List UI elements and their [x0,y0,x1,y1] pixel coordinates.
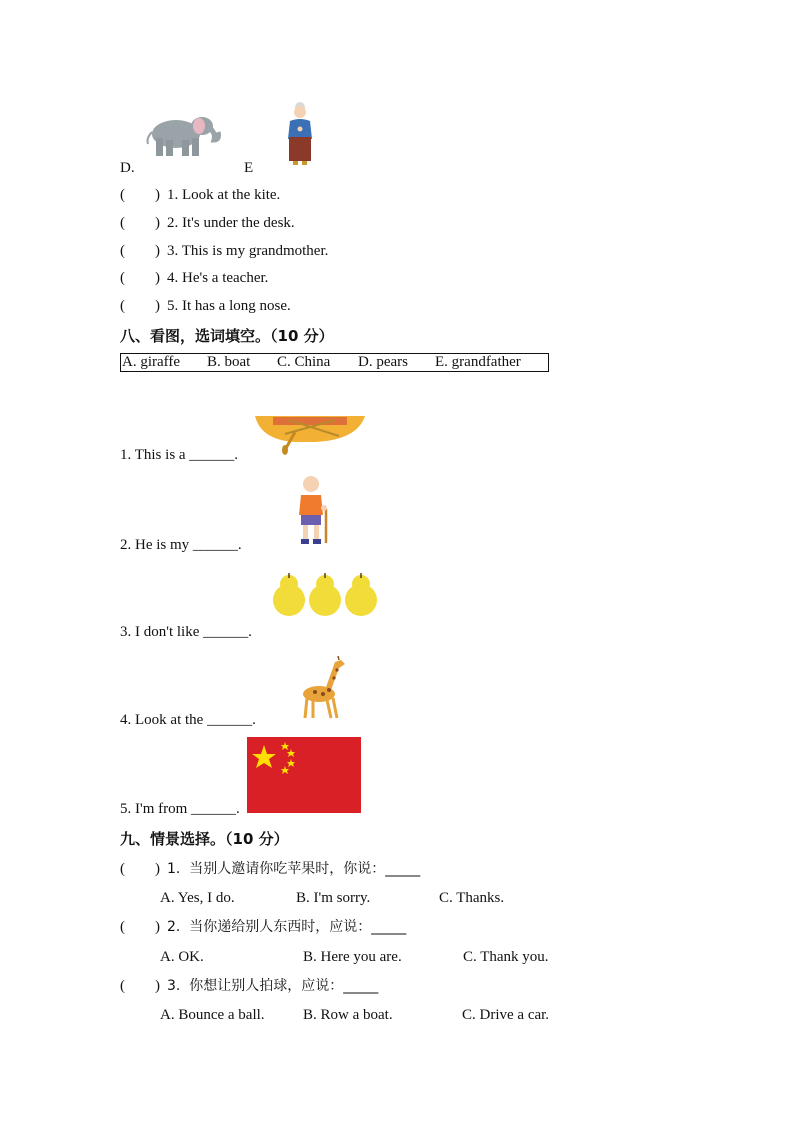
picture-label-e: E [244,160,254,176]
word-option: E. grandfather [435,354,521,370]
word-option: D. pears [358,354,408,370]
section-9-heading: 九、情景选择。（10 分） [120,830,289,848]
word-option: A. giraffe [122,354,181,370]
grandfather-icon [296,475,332,545]
question-text: 3. 你想让别人拍球，应说：_____ [167,978,379,994]
fill-item: 1. This is a ______. [120,447,239,463]
giraffe-icon [301,656,351,720]
answer-paren[interactable]: ( ) [120,243,160,259]
answer-paren[interactable]: ( ) [120,187,160,203]
fill-item: 3. I don't like ______. [120,624,252,640]
option-a[interactable]: A. Yes, I do. [160,890,235,906]
option-a[interactable]: A. OK. [160,949,204,965]
fill-item: 2. He is my ______. [120,537,242,553]
option-a[interactable]: A. Bounce a ball. [160,1007,265,1023]
option-c[interactable]: C. Thank you. [463,949,549,965]
option-c[interactable]: C. Thanks. [439,890,505,906]
answer-paren[interactable]: ( ) [120,215,160,231]
fill-item: 5. I'm from ______. [120,801,240,817]
word-option: B. boat [207,354,251,370]
answer-paren[interactable]: ( ) [120,919,160,935]
matching-item: 4. He's a teacher. [167,270,269,286]
option-b[interactable]: B. I'm sorry. [296,890,371,906]
word-option: C. China [277,354,331,370]
answer-paren[interactable]: ( ) [120,298,160,314]
question-text: 2. 当你递给别人东西时，应说：_____ [167,919,407,935]
option-b[interactable]: B. Here you are. [303,949,402,965]
answer-paren[interactable]: ( ) [120,861,160,877]
pears-icon [272,570,378,618]
grandmother-icon [284,101,316,167]
option-c[interactable]: C. Drive a car. [462,1007,550,1023]
picture-label-d: D. [120,160,135,176]
section-8-heading: 八、看图，选词填空。（10 分） [120,327,334,345]
matching-item: 2. It's under the desk. [167,215,295,231]
china-flag-icon [247,737,361,813]
fill-item: 4. Look at the ______. [120,712,256,728]
option-b[interactable]: B. Row a boat. [303,1007,393,1023]
answer-paren[interactable]: ( ) [120,978,160,994]
question-text: 1. 当别人邀请你吃苹果时，你说：_____ [167,861,421,877]
matching-item: 5. It has a long nose. [167,298,291,314]
matching-item: 3. This is my grandmother. [167,243,329,259]
matching-item: 1. Look at the kite. [167,187,281,203]
boat-icon [255,412,367,454]
answer-paren[interactable]: ( ) [120,270,160,286]
word-bank [120,353,549,372]
elephant-icon [144,114,222,160]
